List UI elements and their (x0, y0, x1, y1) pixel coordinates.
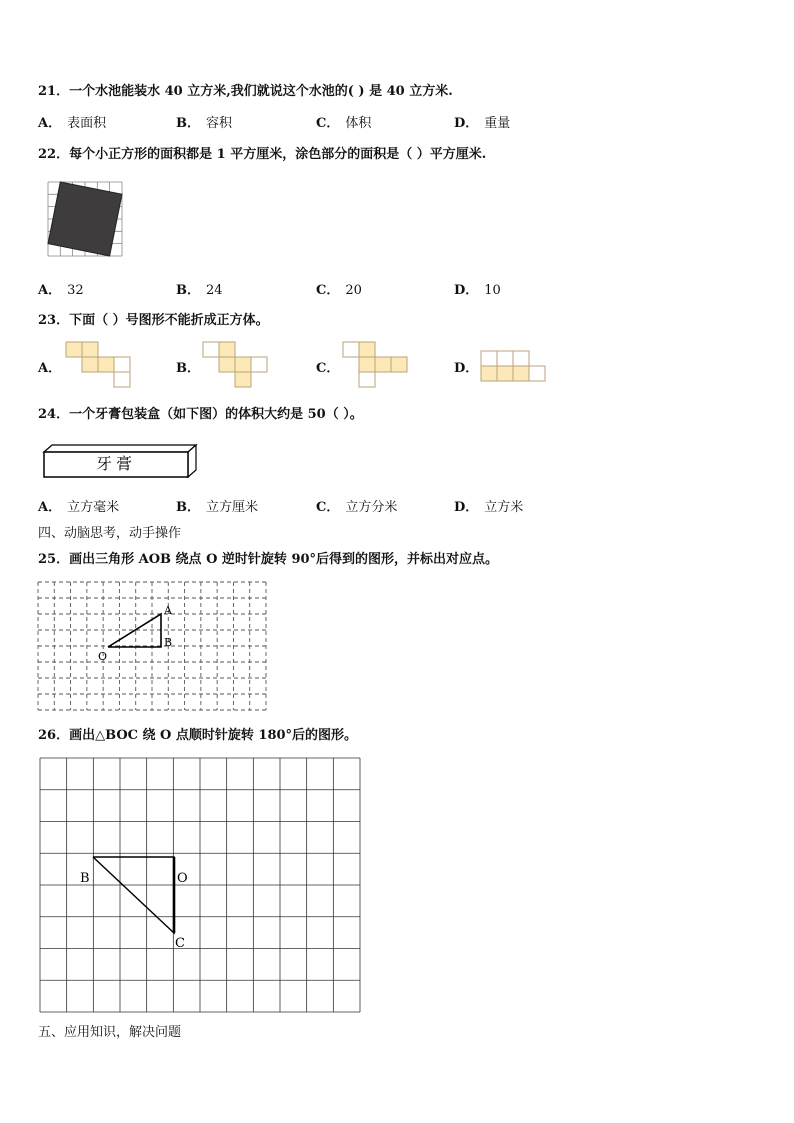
option-letter: C． (316, 361, 340, 376)
q24-option-b[interactable] (176, 500, 258, 516)
option-letter: A． (38, 361, 62, 376)
q23-net-c (343, 342, 407, 390)
q23-net-b (203, 342, 267, 390)
option-letter: B． (176, 500, 200, 515)
q24-option-a[interactable] (38, 500, 119, 516)
question-26: 26．画出△BOC 绕 O 点顺时针旋转 180°后的图形。 (38, 728, 358, 743)
option-text: 10 (484, 283, 501, 298)
option-letter: C． (316, 500, 340, 515)
option-text: 容积 (206, 116, 233, 131)
q23-option-c[interactable] (316, 361, 339, 377)
option-text: 32 (67, 283, 84, 298)
q22-option-b[interactable] (176, 283, 223, 299)
option-text: 立方毫米 (67, 500, 120, 515)
label-a: A (164, 604, 172, 617)
toothpaste-box-label: 牙膏 (95, 454, 136, 473)
option-text: 重量 (484, 116, 511, 131)
option-letter: D． (454, 116, 479, 131)
label-o: O (98, 650, 108, 663)
option-letter: C． (316, 116, 340, 131)
q23-option-d[interactable] (454, 361, 478, 377)
question-23: 23．下面（ ）号图形不能折成正方体。 (38, 313, 269, 328)
option-letter: A． (38, 116, 62, 131)
triangle-boc (93, 857, 174, 933)
q22-option-a[interactable] (38, 283, 84, 299)
option-letter: A． (38, 283, 62, 298)
option-letter: C． (316, 283, 340, 298)
option-text: 20 (345, 283, 362, 298)
option-text: 24 (206, 283, 223, 298)
section-4-heading: 四、动脑思考，动手操作 (38, 526, 182, 541)
dashed-grid-lines (38, 582, 266, 710)
section-5-heading: 五、应用知识，解决问题 (38, 1025, 182, 1040)
q22-grid-figure (48, 182, 124, 258)
q23-option-b[interactable] (176, 361, 200, 377)
q23-net-a (66, 342, 130, 390)
label-b: B (80, 871, 90, 886)
option-text: 立方厘米 (206, 500, 259, 515)
option-text: 立方分米 (345, 500, 398, 515)
question-24: 24．一个牙膏包装盒（如下图）的体积大约是 50（ ）。 (38, 407, 363, 422)
q23-net-d (481, 351, 545, 383)
q22-option-d[interactable] (454, 283, 501, 299)
option-text: 立方米 (484, 500, 524, 515)
option-letter: D． (454, 500, 479, 515)
question-21: 21．一个水池能装水 40 立方米,我们就说这个水池的( ) 是 40 立方米. (38, 84, 453, 99)
option-letter: A． (38, 500, 62, 515)
option-text: 表面积 (67, 116, 107, 131)
label-b: B (164, 636, 173, 649)
option-text: 体积 (345, 116, 372, 131)
option-letter: D． (454, 283, 479, 298)
option-letter: B． (176, 116, 200, 131)
q21-option-a[interactable] (38, 116, 106, 132)
q23-option-a[interactable] (38, 361, 61, 377)
question-22: 22．每个小正方形的面积都是 1 平方厘米，涂色部分的面积是（ ）平方厘米. (38, 147, 487, 162)
q21-option-b[interactable] (176, 116, 232, 132)
q21-option-c[interactable] (316, 116, 371, 132)
q24-option-c[interactable] (316, 500, 397, 516)
option-letter: B． (176, 283, 200, 298)
question-25: 25．画出三角形 AOB 绕点 O 逆时针旋转 90°后得到的图形，并标出对应点。 (38, 552, 499, 567)
option-letter: D． (454, 361, 479, 376)
label-c: C (175, 936, 185, 951)
triangle-aob (108, 614, 161, 647)
shaded-square (48, 182, 122, 256)
option-letter: B． (176, 361, 200, 376)
label-o: O (177, 871, 188, 886)
q22-option-c[interactable] (316, 283, 362, 299)
q21-option-d[interactable] (454, 116, 510, 132)
q26-grid (40, 758, 362, 1014)
q25-dashed-grid (38, 582, 268, 712)
q24-option-d[interactable] (454, 500, 523, 516)
